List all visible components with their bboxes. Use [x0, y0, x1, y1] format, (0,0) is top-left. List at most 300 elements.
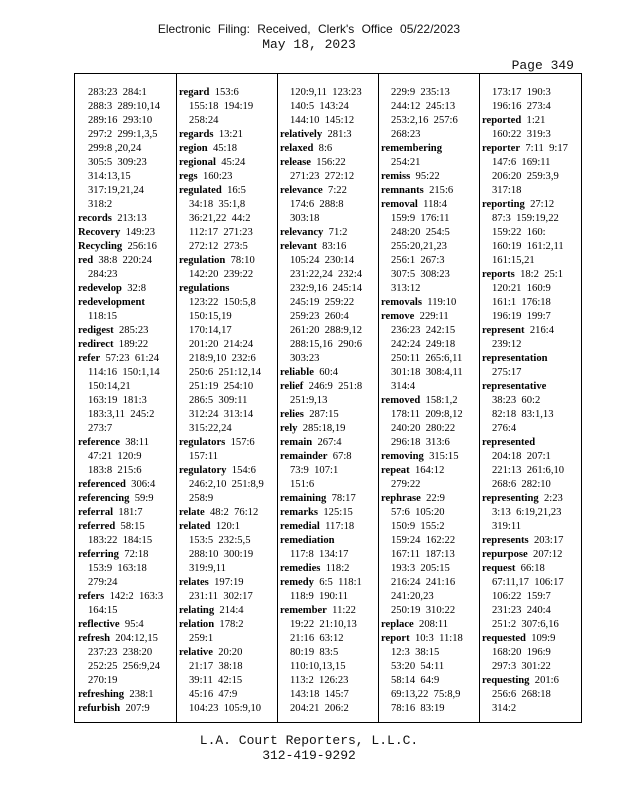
index-word: region: [179, 143, 208, 154]
index-entry-continuation: [482, 576, 583, 590]
index-entry: [280, 436, 381, 450]
page-line-refs: 261:20 288:9,12: [290, 325, 363, 336]
index-entry: [78, 240, 179, 254]
index-entry-continuation: [179, 352, 280, 366]
page-line-refs: 113:2 126:23: [290, 675, 349, 686]
page-line-refs: 45:18: [212, 143, 238, 154]
index-entry-continuation: [78, 184, 179, 198]
index-entry-continuation: [381, 114, 482, 128]
index-entry: [482, 674, 583, 688]
page-line-refs: 270:19: [88, 675, 118, 686]
index-word: reporter: [482, 143, 521, 154]
index-entry: [179, 464, 280, 478]
index-entry: [78, 338, 179, 352]
index-entry-continuation: [280, 338, 381, 352]
page-line-refs: 288:15,16 290:6: [290, 339, 363, 350]
page-line-refs: 1:21: [526, 115, 546, 126]
index-entry: [179, 646, 280, 660]
page-line-refs: 7:22: [328, 185, 347, 196]
page-line-refs: 160:23: [202, 171, 233, 182]
page-line-refs: 289:16 293:10: [88, 115, 153, 126]
page-line-refs: 276:4: [492, 423, 517, 434]
index-entry: [78, 548, 179, 562]
index-entry-continuation: [482, 590, 583, 604]
index-entry-continuation: [78, 562, 179, 576]
index-word: reporting: [482, 199, 525, 210]
page-line-refs: 144:10 145:12: [290, 115, 355, 126]
page-line-refs: 221:13 261:6,10: [492, 465, 565, 476]
page-line-refs: 60:4: [319, 367, 339, 378]
index-entry-continuation: [381, 254, 482, 268]
page-line-refs: 285:18,19: [302, 423, 346, 434]
index-column-3: [280, 86, 381, 716]
page-line-refs: 150:15,19: [189, 311, 232, 322]
page-line-refs: 170:14,17: [189, 325, 232, 336]
index-entry-continuation: [280, 702, 381, 716]
index-entry: [280, 408, 381, 422]
index-word: remiss: [381, 171, 411, 182]
index-word: relation: [179, 619, 215, 630]
index-entry: [381, 170, 482, 184]
page-line-refs: 216:4: [529, 325, 554, 336]
index-word: refer: [78, 353, 101, 364]
page-line-refs: 151:6: [290, 479, 315, 490]
index-entry-continuation: [280, 114, 381, 128]
page-line-refs: 21:16 63:12: [290, 633, 344, 644]
page-line-refs: 154:6: [231, 465, 256, 476]
page-line-refs: 204:12,15: [115, 633, 158, 644]
page-line-refs: 110:10,13,15: [290, 661, 346, 672]
index-entry-continuation: [482, 450, 583, 464]
index-entry-continuation: [381, 674, 482, 688]
index-word: represented: [482, 437, 536, 448]
page-line-refs: 78:17: [331, 493, 356, 504]
page-line-refs: 183:22 184:15: [88, 535, 153, 546]
filing-stamp-line: Electronic Filing: Received, Clerk's Office 05/22/2023: [157, 22, 461, 36]
index-word: relatively: [280, 129, 323, 140]
index-entry: [381, 184, 482, 198]
page-line-refs: 250:19 310:22: [391, 605, 456, 616]
page-line-refs: 315:22,24: [189, 423, 232, 434]
index-entry-continuation: [280, 212, 381, 226]
page-line-refs: 214:4: [219, 605, 244, 616]
index-word: represents: [482, 535, 529, 546]
page-line-refs: 189:22: [118, 339, 149, 350]
index-word: remember: [280, 605, 327, 616]
index-entry-continuation: [179, 338, 280, 352]
index-entry: [179, 604, 280, 618]
index-entry-continuation: [280, 394, 381, 408]
page-line-refs: 216:24 241:16: [391, 577, 456, 588]
index-entry: [381, 394, 482, 408]
index-entry: [280, 184, 381, 198]
index-word: report: [381, 633, 410, 644]
page-line-refs: 160:22 319:3: [492, 129, 551, 140]
page-line-refs: 250:11 265:6,11: [391, 353, 463, 364]
index-word: related: [179, 521, 211, 532]
index-word: remediation: [280, 535, 335, 546]
index-entry: [482, 380, 583, 394]
page-line-refs: 236:23 242:15: [391, 325, 456, 336]
page-line-refs: 72:18: [124, 549, 149, 560]
page-line-refs: 307:5 308:23: [391, 269, 450, 280]
index-entry: [179, 436, 280, 450]
page-line-refs: 157:6: [230, 437, 255, 448]
index-entry-continuation: [179, 212, 280, 226]
page-line-refs: 231:23 240:4: [492, 605, 551, 616]
page-line-refs: 45:24: [221, 157, 246, 168]
index-entry: [179, 128, 280, 142]
index-entry-continuation: [78, 86, 179, 100]
index-entry-continuation: [78, 394, 179, 408]
page-line-refs: 150:14,21: [88, 381, 131, 392]
page-line-refs: 245:19 259:22: [290, 297, 355, 308]
index-entry-continuation: [78, 128, 179, 142]
page-line-refs: 201:20 214:24: [189, 339, 254, 350]
index-entry-continuation: [280, 632, 381, 646]
index-entry-continuation: [78, 646, 179, 660]
index-entry-continuation: [78, 660, 179, 674]
page-line-refs: 301:18 308:4,11: [391, 367, 463, 378]
page-line-refs: 125:15: [323, 507, 353, 518]
index-entry-continuation: [78, 170, 179, 184]
index-entry-continuation: [179, 422, 280, 436]
page-line-refs: 38:23 60:2: [492, 395, 541, 406]
page-line-refs: 305:5 309:23: [88, 157, 147, 168]
page-line-refs: 38:8 220:24: [98, 255, 152, 266]
index-entry: [179, 282, 280, 296]
index-entry-continuation: [179, 226, 280, 240]
index-entry: [482, 548, 583, 562]
index-word: rely: [280, 423, 298, 434]
index-entry-continuation: [179, 114, 280, 128]
page-line-refs: 83:16: [322, 241, 347, 252]
page-line-refs: 114:16 150:1,14: [88, 367, 160, 378]
index-entry-continuation: [179, 366, 280, 380]
page-line-refs: 319:11: [492, 521, 522, 532]
page-line-refs: 159:9 176:11: [391, 213, 450, 224]
page-line-refs: 140:5 143:24: [290, 101, 349, 112]
index-entry: [280, 562, 381, 576]
index-entry-continuation: [280, 324, 381, 338]
page-line-refs: 208:11: [419, 619, 449, 630]
page-line-refs: 251:9,13: [290, 395, 328, 406]
page-line-refs: 34:18 35:1,8: [189, 199, 246, 210]
index-entry-continuation: [381, 338, 482, 352]
page-line-refs: 203:17: [533, 535, 564, 546]
index-entry-continuation: [482, 506, 583, 520]
page-line-refs: 67:11,17 106:17: [492, 577, 564, 588]
index-entry: [482, 632, 583, 646]
index-entry: [78, 212, 179, 226]
index-entry: [381, 310, 482, 324]
index-entry: [78, 436, 179, 450]
page-line-refs: 317:18: [492, 185, 522, 196]
index-entry-continuation: [381, 268, 482, 282]
index-entry-continuation: [482, 394, 583, 408]
page-line-refs: 196:19 199:7: [492, 311, 551, 322]
page-line-refs: 317:19,21,24: [88, 185, 144, 196]
index-entry-continuation: [179, 534, 280, 548]
index-word: relies: [280, 409, 304, 420]
index-word: remembering: [381, 143, 442, 154]
page-line-refs: 271:23 272:12: [290, 171, 355, 182]
index-entry: [179, 254, 280, 268]
page-line-refs: 158:1,2: [425, 395, 458, 406]
index-entry-continuation: [280, 268, 381, 282]
index-entry-continuation: [280, 548, 381, 562]
index-entry-continuation: [280, 296, 381, 310]
index-entry-continuation: [381, 646, 482, 660]
index-word: reliable: [280, 367, 314, 378]
index-entry-continuation: [280, 478, 381, 492]
index-entry-continuation: [78, 408, 179, 422]
page-line-refs: 117:8 134:17: [290, 549, 349, 560]
index-entry-continuation: [381, 702, 482, 716]
index-word: referred: [78, 521, 116, 532]
page-line-refs: 16:5: [227, 185, 246, 196]
index-entry: [78, 688, 179, 702]
page-line-refs: 161:1 176:18: [492, 297, 551, 308]
index-entry-continuation: [78, 380, 179, 394]
page-line-refs: 36:21,22 44:2: [189, 213, 251, 224]
index-word: removed: [381, 395, 421, 406]
index-word: records: [78, 213, 112, 224]
page-line-refs: 118:15: [88, 311, 118, 322]
page-line-refs: 196:16 273:4: [492, 101, 551, 112]
page-line-refs: 120:1: [215, 521, 241, 532]
page-line-refs: 167:11 187:13: [391, 549, 455, 560]
page-line-refs: 283:23 284:1: [88, 87, 147, 98]
page-line-refs: 181:7: [118, 507, 143, 518]
page-line-refs: 6:5 118:1: [319, 577, 362, 588]
page-line-refs: 109:9: [531, 633, 556, 644]
index-entry-continuation: [482, 100, 583, 114]
page-line-refs: 238:1: [129, 689, 154, 700]
index-entry-continuation: [179, 562, 280, 576]
index-word: relief: [280, 381, 304, 392]
index-entry: [179, 142, 280, 156]
index-entry: [78, 632, 179, 646]
index-entry-continuation: [381, 604, 482, 618]
index-entry-continuation: [78, 464, 179, 478]
index-word: relates: [179, 577, 209, 588]
index-word: redevelopment: [78, 297, 145, 308]
index-entry-continuation: [280, 254, 381, 268]
page-line-refs: 279:24: [88, 577, 118, 588]
index-entry-continuation: [179, 492, 280, 506]
index-entry-continuation: [179, 380, 280, 394]
index-word: regulations: [179, 283, 230, 294]
page-line-refs: 285:23: [119, 325, 149, 336]
index-entry-continuation: [381, 100, 482, 114]
index-entry: [78, 282, 179, 296]
page-line-refs: 168:20 196:9: [492, 647, 551, 658]
index-entry-continuation: [482, 464, 583, 478]
index-entry: [280, 128, 381, 142]
index-entry-continuation: [381, 688, 482, 702]
page-line-refs: 95:22: [415, 171, 440, 182]
index-entry: [482, 562, 583, 576]
page-line-refs: 143:18 145:7: [290, 689, 349, 700]
index-entry-continuation: [381, 548, 482, 562]
index-entry: [78, 702, 179, 716]
page-line-refs: 118:4: [423, 199, 447, 210]
page-line-refs: 112:17 271:23: [189, 227, 253, 238]
index-entry-continuation: [179, 450, 280, 464]
page-line-refs: 45:16 47:9: [189, 689, 238, 700]
index-word: regulators: [179, 437, 226, 448]
page-number: Page 349: [511, 58, 574, 73]
page-line-refs: 123:22 150:5,8: [189, 297, 256, 308]
index-entry: [179, 506, 280, 520]
page-line-refs: 19:22 21:10,13: [290, 619, 357, 630]
index-word: refreshing: [78, 689, 125, 700]
page-line-refs: 197:19: [214, 577, 244, 588]
index-word: rephrase: [381, 493, 421, 504]
page-line-refs: 13:21: [218, 129, 243, 140]
index-entry-continuation: [280, 198, 381, 212]
index-entry-continuation: [78, 366, 179, 380]
index-entry-continuation: [78, 100, 179, 114]
page-line-refs: 315:15: [429, 451, 459, 462]
index-entry-continuation: [280, 310, 381, 324]
index-word: Recovery: [78, 227, 121, 238]
index-entry-continuation: [482, 660, 583, 674]
index-entry: [280, 380, 381, 394]
page-line-refs: 48:2 76:12: [209, 507, 259, 518]
index-entry-continuation: [482, 646, 583, 660]
index-entry-continuation: [78, 310, 179, 324]
page-line-refs: 255:20,21,23: [391, 241, 447, 252]
page-line-refs: 279:22: [391, 479, 421, 490]
page-line-refs: 71:2: [328, 227, 348, 238]
page-line-refs: 303:23: [290, 353, 320, 364]
page-line-refs: 253:2,16 257:6: [391, 115, 458, 126]
index-entry-continuation: [179, 394, 280, 408]
index-word: relating: [179, 605, 215, 616]
index-word: redevelop: [78, 283, 122, 294]
index-entry: [482, 114, 583, 128]
index-entry-continuation: [280, 352, 381, 366]
index-entry-continuation: [179, 674, 280, 688]
index-word: regional: [179, 157, 216, 168]
index-entry-continuation: [280, 688, 381, 702]
page-line-refs: 252:25 256:9,24: [88, 661, 161, 672]
index-entry-continuation: [381, 660, 482, 674]
index-entry-continuation: [482, 478, 583, 492]
index-entry: [381, 450, 482, 464]
page-line-refs: 240:20 280:22: [391, 423, 456, 434]
page-line-refs: 66:18: [520, 563, 545, 574]
index-entry-continuation: [280, 660, 381, 674]
page-line-refs: 215:6: [429, 185, 454, 196]
index-word: removals: [381, 297, 422, 308]
index-entry: [280, 422, 381, 436]
index-entry: [381, 632, 482, 646]
index-word: relaxed: [280, 143, 314, 154]
index-entry-continuation: [179, 660, 280, 674]
index-entry-continuation: [482, 282, 583, 296]
index-entry: [381, 618, 482, 632]
page-line-refs: 59:9: [134, 493, 154, 504]
index-entry: [280, 142, 381, 156]
index-entry: [280, 226, 381, 240]
index-column-4: [381, 86, 482, 716]
index-entry: [179, 576, 280, 590]
index-word: reference: [78, 437, 120, 448]
page-line-refs: 178:11 209:8,12: [391, 409, 463, 420]
index-entry: [179, 170, 280, 184]
index-word: referring: [78, 549, 119, 560]
page-line-refs: 256:6 268:18: [492, 689, 551, 700]
index-entry-continuation: [78, 156, 179, 170]
index-entry-continuation: [482, 338, 583, 352]
index-word: regulated: [179, 185, 222, 196]
index-word: reflective: [78, 619, 120, 630]
page-line-refs: 303:18: [290, 213, 320, 224]
page-line-refs: 147:6 169:11: [492, 157, 551, 168]
page-line-refs: 21:17 38:18: [189, 661, 243, 672]
index-entry-continuation: [381, 366, 482, 380]
index-word: referencing: [78, 493, 130, 504]
page-line-refs: 153:5 232:5,5: [189, 535, 251, 546]
index-word: regulation: [179, 255, 226, 266]
index-entry-continuation: [179, 590, 280, 604]
index-entry-continuation: [179, 240, 280, 254]
index-entry: [381, 296, 482, 310]
page-line-refs: 299:8 ,20,24: [88, 143, 142, 154]
page-line-refs: 155:18 194:19: [189, 101, 254, 112]
page-line-refs: 284:23: [88, 269, 118, 280]
index-word: representing: [482, 493, 539, 504]
index-word: refers: [78, 591, 105, 602]
page-line-refs: 105:24 230:14: [290, 255, 355, 266]
index-entry-continuation: [280, 86, 381, 100]
page-line-refs: 10:3 11:18: [414, 633, 463, 644]
index-entry: [280, 576, 381, 590]
page-line-refs: 149:23: [125, 227, 156, 238]
index-word: regulatory: [179, 465, 227, 476]
index-entry: [482, 324, 583, 338]
index-entry: [482, 436, 583, 450]
index-entry: [179, 618, 280, 632]
page-line-refs: 7:11 9:17: [525, 143, 568, 154]
page-line-refs: 319:9,11: [189, 563, 226, 574]
page-line-refs: 80:19 83:5: [290, 647, 339, 658]
index-entry-continuation: [78, 604, 179, 618]
page-line-refs: 244:12 245:13: [391, 101, 456, 112]
page-line-refs: 287:15: [309, 409, 339, 420]
page-line-refs: 153:6: [214, 87, 239, 98]
index-entry-continuation: [179, 268, 280, 282]
index-entry: [482, 534, 583, 548]
index-entry-continuation: [78, 114, 179, 128]
page-line-refs: 22:9: [426, 493, 445, 504]
index-entry-continuation: [381, 478, 482, 492]
page-line-refs: 78:16 83:19: [391, 703, 445, 714]
page-line-refs: 120:21 160:9: [492, 283, 551, 294]
page-line-refs: 58:14 64:9: [391, 675, 440, 686]
index-entry-continuation: [381, 240, 482, 254]
index-entry-continuation: [381, 534, 482, 548]
index-entry-continuation: [280, 674, 381, 688]
index-entry-continuation: [482, 296, 583, 310]
index-word: replace: [381, 619, 414, 630]
page-line-refs: 95:4: [124, 619, 144, 630]
page-line-refs: 288:3 289:10,14: [88, 101, 161, 112]
page-line-refs: 3:13 6:19,21,23: [492, 507, 562, 518]
